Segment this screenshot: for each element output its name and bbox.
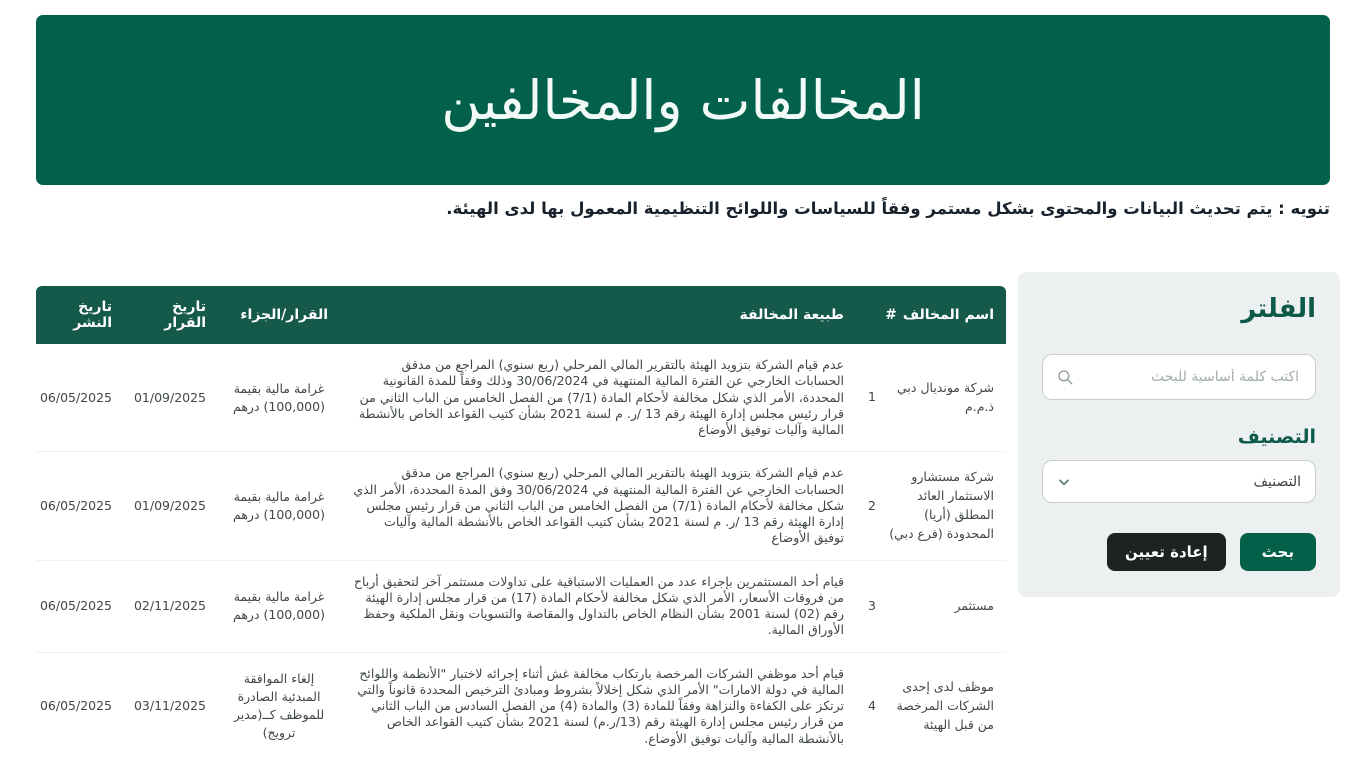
cell-violator-name: مستثمر 3 <box>856 560 1006 652</box>
cell-decision-date: 03/11/2025 <box>133 698 206 714</box>
table-row <box>36 452 1006 560</box>
filter-panel <box>1018 272 1340 597</box>
cell-violation-nature: قيام أحد موظفي الشركات المرخصة بارتكاب مخالفة غش أثناء إجرائه لاختبار "الأنظمة واللوائح المالية في دولة الامارات" الأمر الذي شكل إخلالاً بشروط ومبادئ الترخيص المحددة قانوناً والتي ترتكز على الكفاءة والنزاهة وفقاً للمادة (3) والمادة (4) من الفصل السادس من الباب الثاني من قرار رئيس مجلس إدارة الهيئة رقم (13/ر.م) لسنة 2021 بشأن كتيب القواعد الخاص بالأنشطة المالية وآليات توفيق الأوضاع. <box>357 665 844 746</box>
header-publish-date: تاريخ النشر <box>36 286 124 344</box>
violations-table <box>36 286 1006 760</box>
cell-decision-penalty: غرامة مالية بقيمة (100,000) درهم <box>218 344 340 452</box>
header-violation-nature: طبيعة المخالفة <box>340 286 856 344</box>
table-row <box>36 344 1006 452</box>
cell-violation-nature: عدم قيام الشركة بتزويد الهيئة بالتقرير المالي المرحلي (ربع سنوي) المراجع من مدقق الحسابات الخارجي عن الفترة المالية المنتهية في 30/06/2024 وفق المدة المحددة، الأمر الذي شكل مخالفة لأحكام المادة (7/1) من الفصل الخامس من الباب الثاني من قرار رئيس مجلس إدارة الهيئة رقم 13 /ر. م لسنة 2021 بشأن كتيب القواعد الخاص بالأنشطة المالية وآليات توفيق الأوضاع <box>340 452 856 560</box>
header-violator-name: اسم المخالف # <box>856 286 1006 344</box>
page-banner <box>36 15 1330 185</box>
cell-decision-penalty: إلغاء الموافقة المبدئية الصادرة للموظف كــ(مدير ترويج) <box>233 670 325 741</box>
reset-button[interactable]: إعادة تعيين <box>1107 533 1226 571</box>
cell-violation-nature: قيام أحد المستثمرين بإجراء عدد من العمليات الاستباقية على تداولات مستثمر آخر لتحقيق أرباح من فروقات الأسعار، الأمر الذي شكل مخالفة لأحكام المادة (17) من قرار مجلس إدارة الهيئة رقم (02) لسنة 2001 بشأن النظام الخاص بالتداول والمقاصة والتسويات ونقل الملكية وحفظ الأوراق المالية. <box>340 560 856 652</box>
search-input[interactable] <box>1042 354 1316 400</box>
search-field-wrap <box>1042 354 1316 400</box>
row-number: 3 <box>868 597 876 613</box>
update-notice: تنويه : يتم تحديث البيانات والمحتوى بشكل مستمر وفقاً للسياسات واللوائح التنظيمية المعمول بها لدى الهيئة. <box>446 199 1330 218</box>
filter-title: الفلتر <box>1241 294 1316 324</box>
category-label: التصنيف <box>1237 426 1316 448</box>
cell-decision-penalty: غرامة مالية بقيمة (100,000) درهم <box>218 452 340 560</box>
filter-buttons <box>1042 533 1316 571</box>
table-header-row <box>36 286 1006 344</box>
header-decision-penalty: القرار/الجزاء <box>218 286 340 344</box>
search-button[interactable]: بحث <box>1240 533 1316 571</box>
header-decision-date: تاريخ القرار <box>124 286 218 344</box>
magnifier-icon <box>1056 368 1074 386</box>
row-number: 2 <box>868 497 876 513</box>
chevron-down-icon <box>1057 475 1071 489</box>
cell-violator-name: شركة مستشارو الاستثمار العائد المطلق (أريا) المحدودة (فرع دبي) 2 <box>856 452 1006 560</box>
hash-symbol: # <box>885 307 897 323</box>
row-number: 1 <box>868 389 876 405</box>
page-title: المخالفات والمخالفين <box>441 68 925 132</box>
category-select[interactable] <box>1042 460 1316 503</box>
cell-decision-date: 01/09/2025 <box>124 344 218 452</box>
cell-publish-date: 06/05/2025 <box>39 698 112 714</box>
table-row <box>36 652 1006 760</box>
row-number: 4 <box>868 697 876 713</box>
cell-publish-date: 06/05/2025 <box>36 344 124 452</box>
cell-decision-date: 01/09/2025 <box>124 452 218 560</box>
violations-table-body <box>36 344 1006 760</box>
cell-violator-name: شركة مونديال دبي ذ.م.م 1 <box>856 344 1006 452</box>
violations-table-wrap <box>36 286 1006 760</box>
category-select-value: التصنيف <box>1253 473 1301 490</box>
main-content <box>0 272 1366 760</box>
cell-violation-nature: عدم قيام الشركة بتزويد الهيئة بالتقرير المالي المرحلي (ربع سنوي) المراجع من مدقق الحسابات الخارجي عن الفترة المالية المنتهية في 30/06/2024 وذلك وفقاً للمدة القانونية المحددة، الأمر الذي شكل مخالفة لأحكام المادة (7/1) من الفصل الخامس من الباب الثاني من قرار رئيس مجلس إدارة الهيئة رقم 13 /ر. م لسنة 2021 بشأن كتيب القواعد الخاص بالأنشطة المالية وآليات توفيق الأوضاع <box>340 344 856 452</box>
violations-table-head <box>36 286 1006 344</box>
table-row <box>36 560 1006 652</box>
cell-decision-date: 02/11/2025 <box>124 560 218 652</box>
cell-publish-date: 06/05/2025 <box>36 560 124 652</box>
cell-violator-name: موظف لدى إحدى الشركات المرخصة من قبل الهيئة 4 <box>868 679 994 732</box>
cell-publish-date: 06/05/2025 <box>36 452 124 560</box>
cell-decision-penalty: غرامة مالية بقيمة (100,000) درهم <box>218 560 340 652</box>
